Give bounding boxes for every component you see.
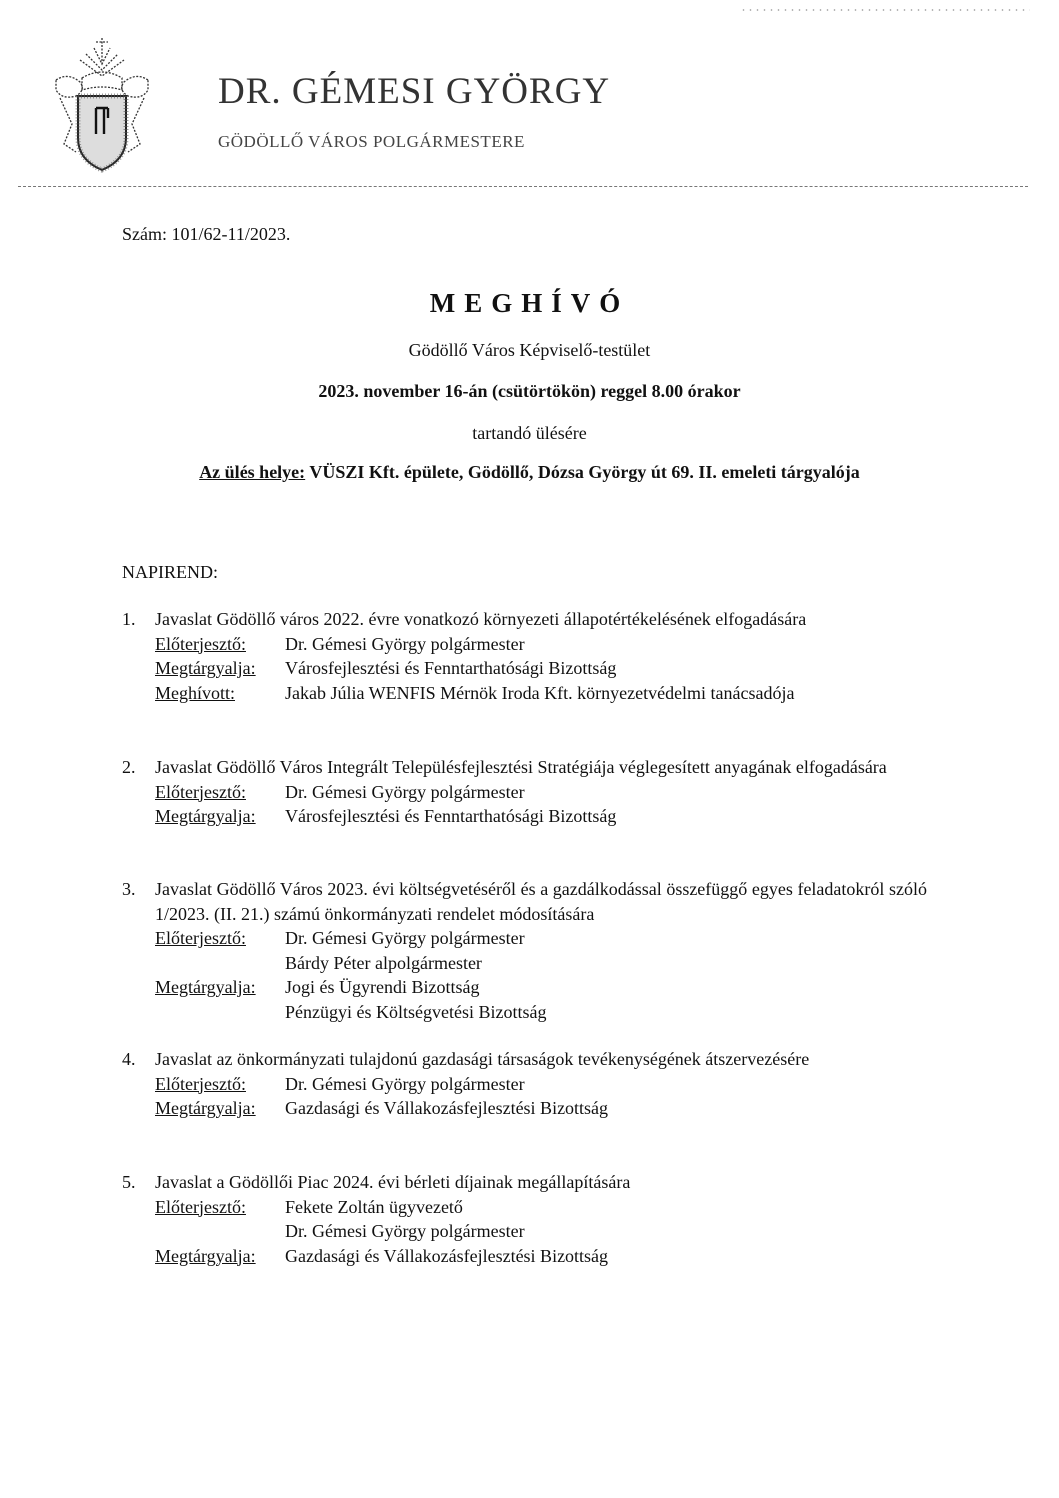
agenda-item-title: Javaslat a Gödöllői Piac 2024. évi bérleti díjainak megállapítására — [155, 1172, 631, 1192]
row-value: Dr. Gémesi György polgármester — [285, 1221, 525, 1241]
agenda-item-title: Javaslat Gödöllő Város 2023. évi költségvetéséről és a gazdálkodással összefüggő egyes feladatokról szóló 1/2023. (II. 21.) számú önkormányzati rendelet módosítására — [155, 879, 927, 924]
row-label: Előterjesztő: — [155, 633, 246, 654]
agenda-item — [122, 607, 927, 705]
row-value: Városfejlesztési és Fenntarthatósági Bizottság — [285, 658, 617, 678]
coat-of-arms-icon — [46, 34, 158, 174]
header-divider — [18, 186, 1028, 187]
row-value: Bárdy Péter alpolgármester — [285, 952, 482, 973]
meeting-date: 2023. november 16-án (csütörtökön) reggel 8.00 órakor — [318, 381, 741, 401]
agenda-item-number: 5. — [122, 1172, 136, 1192]
row-label: Megtárgyalja: — [155, 1098, 256, 1118]
row-value: Városfejlesztési és Fenntarthatósági Bizottság — [285, 806, 617, 826]
agenda-item-title: Javaslat az önkormányzati tulajdonú gazdasági társaságok tevékenységének átszervezésére — [155, 1049, 810, 1069]
council-name: Gödöllő Város Képviselő-testület — [408, 340, 651, 360]
meeting-held-text: tartandó ülésére — [472, 423, 587, 443]
reference-number: Szám: 101/62-11/2023. — [122, 224, 291, 244]
row-value: Gazdasági és Vállakozásfejlesztési Bizottság — [285, 1098, 609, 1118]
agenda-item-title: Javaslat Gödöllő Város Integrált Településfejlesztési Stratégiája véglegesített anyagának elfogadására — [155, 757, 887, 777]
row-label: Meghívott: — [155, 682, 235, 703]
agenda-item — [122, 877, 927, 1024]
row-value: Fekete Zoltán ügyvezető — [285, 1196, 463, 1217]
agenda-item — [122, 1047, 927, 1121]
row-label: Előterjesztő: — [155, 781, 246, 802]
agenda-item-number: 3. — [122, 879, 136, 899]
row-value: Gazdasági és Vállakozásfejlesztési Bizottság — [285, 1245, 609, 1266]
agenda-item-number: 2. — [122, 757, 136, 777]
row-value: Pénzügyi és Költségvetési Bizottság — [285, 1001, 547, 1022]
row-label: Megtárgyalja: — [155, 806, 256, 826]
agenda-item-title: Javaslat Gödöllő város 2022. évre vonatkozó környezeti állapotértékelésének elfogadására — [155, 609, 807, 629]
row-label: Előterjesztő: — [155, 1196, 246, 1217]
header-subtitle: GÖDÖLLŐ VÁROS POLGÁRMESTERE — [218, 132, 525, 151]
agenda-item-number: 1. — [122, 609, 136, 629]
row-value: Dr. Gémesi György polgármester — [285, 1073, 525, 1094]
row-label: Megtárgyalja: — [155, 1245, 256, 1266]
agenda-item — [122, 1170, 927, 1268]
agenda-heading: NAPIREND: — [122, 562, 219, 582]
row-value: Jakab Júlia WENFIS Mérnök Iroda Kft. környezetvédelmi tanácsadója — [285, 682, 795, 703]
row-label: Előterjesztő: — [155, 928, 246, 948]
row-label: Megtárgyalja: — [155, 977, 256, 997]
agenda-item — [122, 755, 927, 829]
venue-text: VÜSZI Kft. épülete, Gödöllő, Dózsa György út 69. II. emeleti tárgyalója — [305, 462, 860, 482]
meeting-venue — [0, 462, 1059, 483]
scan-artifact — [740, 9, 1030, 11]
document-title: MEGHÍVÓ — [429, 288, 630, 318]
agenda-item-number: 4. — [122, 1049, 136, 1069]
row-value: Dr. Gémesi György polgármester — [285, 633, 525, 654]
venue-label: Az ülés helye: — [199, 462, 306, 482]
row-value: Jogi és Ügyrendi Bizottság — [285, 977, 480, 997]
row-label: Előterjesztő: — [155, 1073, 246, 1094]
row-value: Dr. Gémesi György polgármester — [285, 781, 525, 802]
header-name: DR. GÉMESI GYÖRGY — [218, 71, 611, 112]
row-value: Dr. Gémesi György polgármester — [285, 928, 525, 948]
row-label: Megtárgyalja: — [155, 658, 256, 678]
